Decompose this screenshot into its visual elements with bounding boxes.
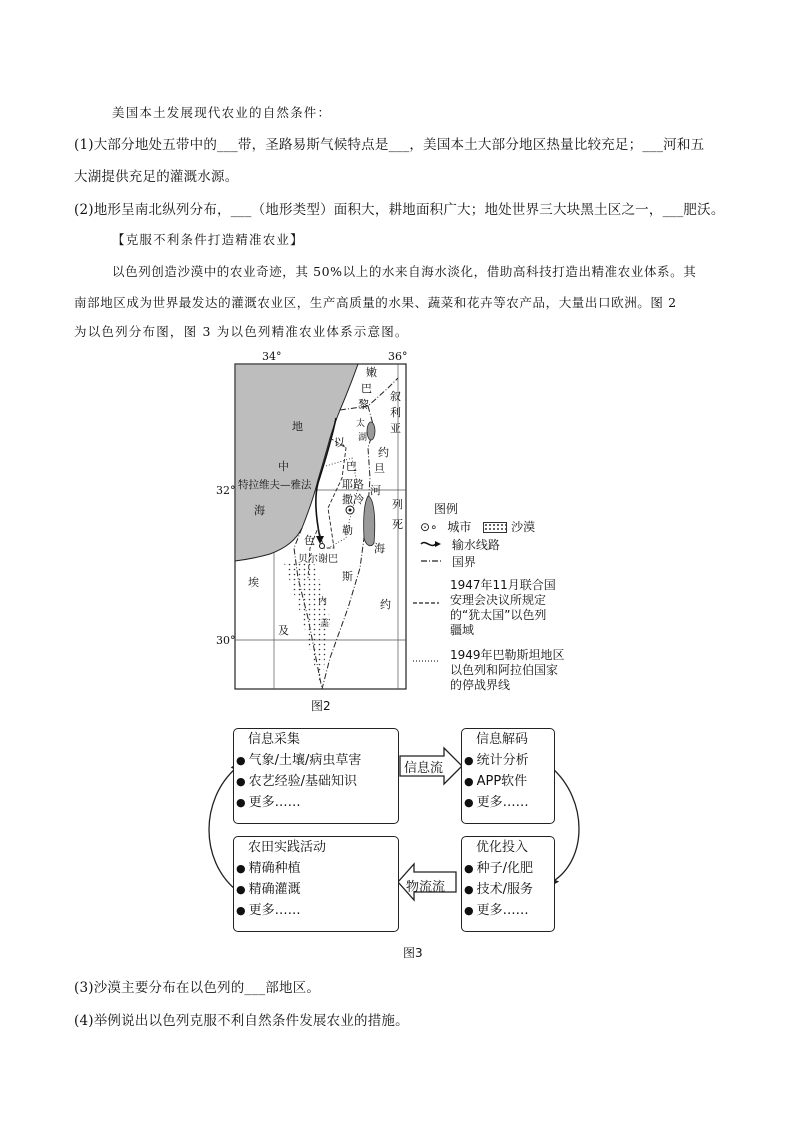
optimized-input-box bbox=[461, 836, 555, 932]
legend-un-plan-line-3: 的“犹太国”以色列 bbox=[450, 608, 547, 622]
field-practice-title: 农田实践活动 bbox=[248, 840, 327, 855]
material-flow-label: 物流流 bbox=[406, 880, 446, 895]
lon-34-label: 34° bbox=[262, 350, 282, 363]
jordan-river-label-1: 约 bbox=[378, 446, 389, 459]
lat-32-label: 32° bbox=[216, 484, 236, 497]
sea-label-3: 海 bbox=[254, 504, 265, 517]
info-collection-box bbox=[233, 728, 399, 824]
legend-un-plan-line-4: 疆域 bbox=[450, 623, 475, 637]
figure-3-caption: 图3 bbox=[403, 946, 423, 960]
lake-label-2: 湖 bbox=[358, 433, 368, 443]
palestine-label-2: 勒 bbox=[342, 524, 353, 537]
paragraph-line-3: 为以色列分布图，图 3 为以色列精准农业体系示意图。 bbox=[74, 324, 409, 339]
optimized-input-item-1: ● 种子/化肥 bbox=[462, 858, 554, 879]
section-title: 【克服不利条件打造精准农业】 bbox=[112, 232, 304, 247]
optimized-input-item-3: ● 更多…… bbox=[462, 900, 554, 921]
water-line-icon bbox=[420, 539, 442, 549]
info-decoding-title: 信息解码 bbox=[476, 732, 529, 747]
legend-water-label: 输水线路 bbox=[451, 538, 500, 552]
tel-aviv-label: 特拉维夫—雅法 bbox=[238, 479, 312, 491]
legend-armistice-line-1: 1949年巴勒斯坦地区 bbox=[450, 648, 565, 662]
field-practice-item-2: ● 精确灌溉 bbox=[234, 879, 398, 900]
lon-36-label: 36° bbox=[388, 350, 408, 363]
border-line-icon bbox=[420, 556, 442, 566]
info-decoding-item-3: ● 更多…… bbox=[462, 792, 554, 813]
question-1-line-2: 大湖提供充足的灌溉水源。 bbox=[74, 169, 239, 185]
sea-label-2: 中 bbox=[278, 460, 289, 473]
legend-armistice-row bbox=[412, 648, 565, 693]
optimized-input-item-2: ● 技术/服务 bbox=[462, 879, 554, 900]
info-collection-item-2: ● 农艺经验/基础知识 bbox=[234, 771, 398, 792]
beersheba-label: 贝尔谢巴 bbox=[298, 554, 338, 565]
legend-un-plan-line-2: 安理会决议所规定 bbox=[450, 593, 547, 607]
paragraph-line-2: 南部地区成为世界最发达的灌溉农业区，生产高质量的水果、蔬菜和花卉等农产品，大量出口欧洲。图 2 bbox=[74, 295, 677, 310]
israel-map bbox=[218, 348, 416, 694]
palestine-label-1: 巴 bbox=[346, 460, 357, 473]
field-practice-box bbox=[233, 836, 399, 932]
desert-swatch bbox=[483, 522, 507, 533]
info-flow-label: 信息流 bbox=[404, 761, 444, 776]
dead-sea-label-2: 海 bbox=[374, 542, 385, 555]
israel-label-south-1: 色 bbox=[304, 534, 315, 547]
legend-city-row bbox=[420, 520, 535, 535]
info-decoding-item-2: ● APP软件 bbox=[462, 771, 554, 792]
city-icon: ⊙∘ bbox=[420, 520, 438, 534]
lebanon-label-2: 巴 bbox=[361, 382, 372, 395]
legend-armistice-line-2: 以色列和阿拉伯国家 bbox=[450, 663, 559, 677]
info-collection-item-3: ● 更多…… bbox=[234, 792, 398, 813]
info-collection-title: 信息采集 bbox=[248, 732, 301, 747]
info-decoding-item-1: ● 统计分析 bbox=[462, 750, 554, 771]
si-label: 斯 bbox=[342, 570, 353, 583]
egypt-label-1: 埃 bbox=[248, 576, 259, 589]
legend-city-label: 城市 bbox=[447, 520, 472, 534]
legend-un-plan-line-1: 1947年11月联合国 bbox=[450, 578, 556, 592]
dead-sea-label-1: 死 bbox=[392, 518, 403, 531]
figure-2-caption: 图2 bbox=[311, 699, 331, 713]
legend-title: 图例 bbox=[434, 502, 459, 516]
legend-desert-label: 沙漠 bbox=[511, 520, 536, 534]
jordan-label-aux: 列 bbox=[392, 498, 403, 511]
optimized-input-title: 优化投入 bbox=[476, 840, 529, 855]
egypt-label-2: 及 bbox=[278, 624, 289, 637]
info-decoding-box bbox=[461, 728, 555, 824]
desert-label-2: 盖 bbox=[320, 619, 330, 629]
desert-label-1: 内 bbox=[318, 597, 328, 607]
syria-label-3: 亚 bbox=[390, 422, 401, 435]
jerusalem-label-1: 耶路 bbox=[342, 478, 364, 491]
jordan-river-label-2: 旦 bbox=[374, 462, 385, 475]
question-2-line: (2)地形呈南北纵列分布，___（地形类型）面积大，耕地面积广大；地处世界三大块黑土区之一，___肥沃。 bbox=[74, 202, 725, 218]
lake-label-1: 太 bbox=[356, 419, 366, 429]
syria-label-1: 叙 bbox=[390, 390, 401, 403]
legend-border-row bbox=[420, 555, 476, 570]
legend-water-row bbox=[420, 538, 500, 553]
sea-of-galilee bbox=[367, 422, 375, 440]
lat-30-label: 30° bbox=[216, 634, 236, 647]
paragraph-line-1: 以色列创造沙漠中的农业奇迹，其 50%以上的水来自海水淡化，借助高科技打造出精准农业体系。其 bbox=[112, 264, 697, 279]
lebanon-label-3: 黎 bbox=[358, 398, 369, 411]
lebanon-label-1: 嫩 bbox=[366, 366, 377, 379]
field-practice-item-1: ● 精确种植 bbox=[234, 858, 398, 879]
intro-line: 美国本土发展现代农业的自然条件： bbox=[112, 105, 332, 120]
legend-border-label: 国界 bbox=[451, 555, 476, 569]
israel-label-north: 以 bbox=[334, 436, 345, 449]
question-3-line: (3)沙漠主要分布在以色列的___部地区。 bbox=[74, 980, 321, 996]
syria-label-2: 利 bbox=[390, 406, 401, 419]
sea-label-1: 地 bbox=[292, 420, 303, 433]
legend-armistice-line-3: 的停战界线 bbox=[450, 678, 511, 692]
legend-un-plan-row bbox=[412, 578, 556, 638]
jordan-label-1: 约 bbox=[380, 598, 391, 611]
question-1-line-1: (1)大部分地处五带中的___带，圣路易斯气候特点是___，美国本土大部分地区热量比较充足；___河和五 bbox=[74, 137, 705, 153]
armistice-line-icon bbox=[412, 658, 440, 664]
jordan-river-label-3: 河 bbox=[370, 484, 381, 497]
field-practice-item-3: ● 更多…… bbox=[234, 900, 398, 921]
question-4-line: (4)举例说出以色列克服不利自然条件发展农业的措施。 bbox=[74, 1013, 409, 1029]
info-collection-item-1: ● 气象/土壤/病虫草害 bbox=[234, 750, 398, 771]
un-plan-line-icon bbox=[412, 600, 440, 606]
jerusalem-label-2: 撒冷 bbox=[342, 493, 364, 506]
